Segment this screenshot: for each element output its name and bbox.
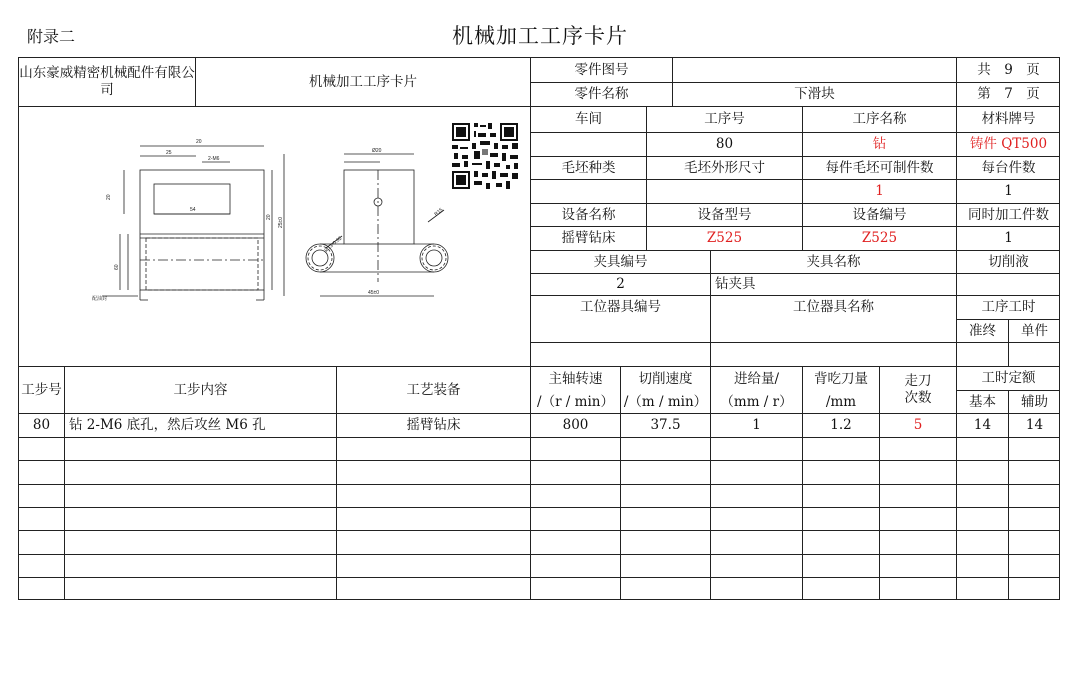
step-depth: 1.2 bbox=[830, 417, 852, 434]
fixture-no-value: 2 bbox=[616, 276, 625, 293]
dim-label: 20 bbox=[106, 194, 112, 200]
op-time-label: 工序工时 bbox=[981, 299, 1036, 316]
spindle-unit: /（r / min） bbox=[537, 393, 614, 410]
depth-unit: /mm bbox=[825, 393, 857, 410]
per-unit-value: 1 bbox=[1004, 183, 1013, 200]
op-no-value: 80 bbox=[715, 136, 734, 153]
dim-label: Ø13-0.02 bbox=[323, 235, 344, 254]
coolant-label: 切削液 bbox=[988, 253, 1029, 270]
part-name: 下滑块 bbox=[794, 86, 835, 103]
part-drawing-no-label: 零件图号 bbox=[574, 61, 629, 78]
equipment-header: 工艺装备 bbox=[406, 381, 461, 398]
step-basic-time: 14 bbox=[973, 417, 992, 434]
op-name-label: 工序名称 bbox=[852, 111, 907, 128]
blank-size-label: 毛坯外形尺寸 bbox=[684, 159, 765, 176]
op-no-label: 工序号 bbox=[704, 111, 745, 128]
coolant-value bbox=[957, 274, 1060, 295]
dim-label: R15 bbox=[433, 207, 445, 218]
step-passes: 5 bbox=[913, 417, 923, 434]
card-title: 机械加工工序卡片 bbox=[309, 73, 417, 90]
page-title: 机械加工工序卡片 bbox=[452, 24, 628, 48]
speed-unit: /（m / min） bbox=[623, 393, 708, 410]
step-equipment: 摇臂钻床 bbox=[406, 417, 461, 434]
parts-per-blank-value: 1 bbox=[875, 183, 884, 200]
op-name-value: 钻 bbox=[872, 136, 887, 153]
dim-label: 20 bbox=[266, 214, 272, 220]
workshop-label: 车间 bbox=[575, 111, 602, 128]
part-name-label: 零件名称 bbox=[574, 86, 629, 103]
company-name: 山东豪威精密机械配件有限公司 bbox=[19, 65, 195, 98]
material-label: 材料牌号 bbox=[981, 111, 1036, 128]
station-tool-name-label: 工位器具名称 bbox=[793, 299, 874, 316]
blank-type-value bbox=[531, 180, 646, 203]
page-number: 第 7 页 bbox=[977, 86, 1040, 103]
dim-label: 20 bbox=[196, 139, 202, 145]
time-quota-header: 工时定额 bbox=[981, 370, 1036, 387]
dim-label: 45±0 bbox=[368, 290, 380, 296]
station-tool-no-label: 工位器具编号 bbox=[580, 299, 661, 316]
feed-unit: （mm / r） bbox=[720, 393, 793, 410]
step-speed: 37.5 bbox=[650, 417, 681, 434]
step-content: 钻 2-M6 底孔，然后攻丝 M6 孔 bbox=[69, 417, 266, 434]
simultaneous-value: 1 bbox=[1004, 230, 1013, 247]
passes-header: 走刀次数 bbox=[904, 373, 932, 406]
step-aux-time: 14 bbox=[1025, 417, 1044, 434]
fixture-name-label: 夹具名称 bbox=[806, 253, 861, 270]
step-spindle: 800 bbox=[562, 417, 589, 434]
aux-time-header: 辅助 bbox=[1021, 393, 1048, 410]
equip-model-label: 设备型号 bbox=[697, 206, 752, 223]
part-drawing-no bbox=[673, 58, 956, 82]
step-no-header: 工步号 bbox=[21, 381, 62, 398]
step-no: 80 bbox=[32, 417, 51, 434]
equip-no-value: Z525 bbox=[861, 230, 898, 247]
dim-label: 25±0 bbox=[278, 216, 284, 228]
speed-header: 切削速度 bbox=[638, 370, 693, 387]
dim-label: 54 bbox=[190, 207, 196, 213]
total-pages: 共 9 页 bbox=[977, 61, 1040, 78]
feed-header: 进给量/ bbox=[733, 370, 780, 387]
parts-per-blank-label: 每件毛坯可制件数 bbox=[825, 159, 934, 176]
per-unit-label: 每台件数 bbox=[981, 159, 1036, 176]
dim-label: 2-M6 bbox=[208, 156, 220, 162]
dim-label: Ø20 bbox=[372, 148, 382, 154]
drawing-note: 配油封 bbox=[92, 296, 108, 302]
basic-time-header: 基本 bbox=[969, 393, 996, 410]
dim-label: 60 bbox=[114, 264, 120, 270]
depth-header: 背吃刀量 bbox=[814, 370, 868, 387]
equip-model-value: Z525 bbox=[706, 230, 743, 247]
equip-name-value: 摇臂钻床 bbox=[561, 230, 616, 247]
fixture-no-label: 夹具编号 bbox=[593, 253, 648, 270]
blank-size-value bbox=[647, 180, 802, 203]
simultaneous-label: 同时加工件数 bbox=[968, 206, 1049, 223]
step-feed: 1 bbox=[752, 417, 761, 434]
workshop-value bbox=[531, 133, 646, 156]
appendix-label: 附录二 bbox=[27, 27, 76, 46]
equip-no-label: 设备编号 bbox=[852, 206, 907, 223]
blank-type-label: 毛坯种类 bbox=[561, 159, 616, 176]
fixture-name-value: 钻夹具 bbox=[715, 276, 756, 293]
dim-label: 25 bbox=[166, 150, 172, 156]
material-value: 铸件 QT500 bbox=[969, 136, 1048, 153]
step-content-header: 工步内容 bbox=[173, 381, 228, 398]
spindle-header: 主轴转速 bbox=[548, 370, 603, 387]
equip-name-label: 设备名称 bbox=[561, 206, 616, 223]
unit-time-label: 单件 bbox=[1021, 322, 1048, 339]
prep-time-label: 准终 bbox=[969, 322, 996, 339]
